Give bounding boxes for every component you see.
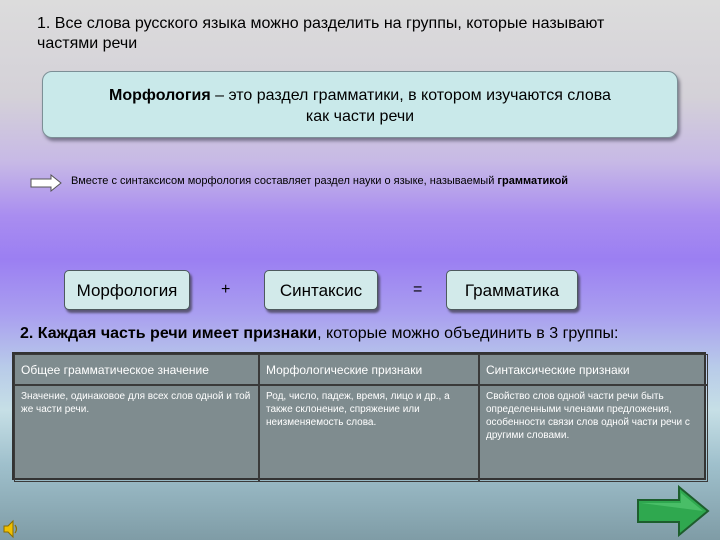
definition-term: Морфология <box>109 87 211 104</box>
syntax-chip: Синтаксис <box>264 270 378 310</box>
point-2-rest: , которые можно объединить в 3 группы: <box>317 325 619 342</box>
table-cell: Род, число, падеж, время, лицо и др., а также склонение, спряжение или неизменяемость слова. <box>259 385 479 482</box>
point-2-number: 2. <box>20 325 38 342</box>
grammar-chip: Грамматика <box>446 270 578 310</box>
table-header-cell: Синтаксические признаки <box>479 354 708 385</box>
table-header-cell: Общее грамматическое значение <box>14 354 259 385</box>
definition-box <box>42 71 678 138</box>
features-table <box>12 352 706 480</box>
grammar-note-bold: грамматикой <box>497 175 569 187</box>
definition-rest-2: как части речи <box>305 108 415 125</box>
plus-sign: + <box>221 281 231 298</box>
next-arrow-icon[interactable] <box>635 484 711 538</box>
grammar-note-text: Вместе с синтаксисом морфология составляет раздел науки о языке, называемый <box>71 175 498 187</box>
table-cell: Значение, одинаковое для всех слов одной и той же части речи. <box>14 385 259 482</box>
point-2-text <box>20 323 720 345</box>
definition-rest-1: – это раздел грамматики, в котором изучаются слова <box>210 87 611 104</box>
grammar-note <box>71 175 716 188</box>
table-header-cell: Морфологические признаки <box>259 354 479 385</box>
table-cell: Свойство слов одной части речи быть определенными членами предложения, особенности связи слов одной части речи с другими словами. <box>479 385 708 482</box>
definition-line-1 <box>43 85 677 106</box>
point-2-bold: Каждая часть речи имеет признаки <box>37 325 318 342</box>
morphology-chip: Морфология <box>64 270 190 310</box>
right-arrow-icon <box>30 174 62 192</box>
speaker-icon[interactable] <box>2 519 22 539</box>
equals-sign: = <box>413 281 423 298</box>
point-1-text: 1. Все слова русского языка можно разделить на группы, которые называют частями речи <box>37 15 605 52</box>
